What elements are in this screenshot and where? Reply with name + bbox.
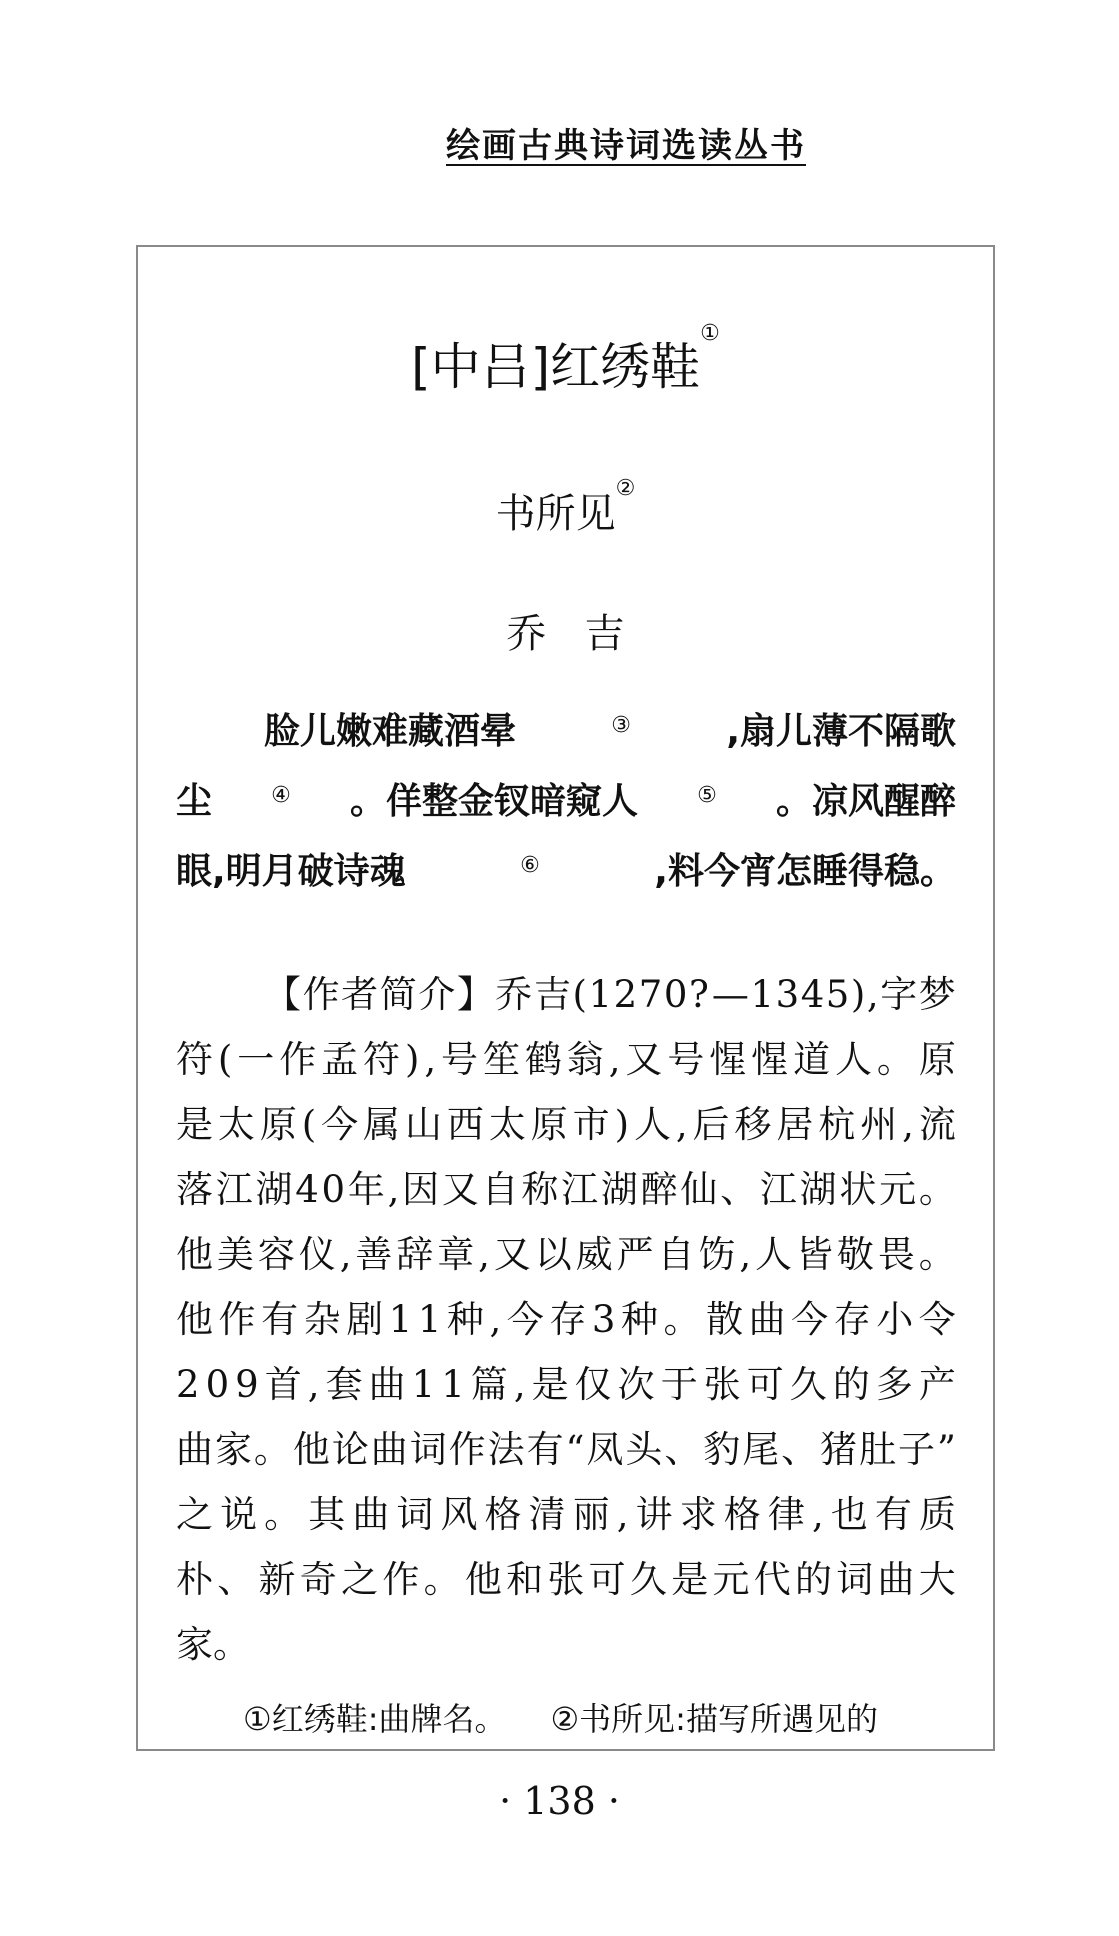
intro-line: 【 作 者 简 介 】 乔 吉 ( 1 2 7 0 ? — 1 3 4 5 ) , 字 梦 [264, 973, 956, 1016]
poem-line [176, 767, 956, 837]
poem-text: 脸儿嫩难藏酒晕 [264, 711, 517, 752]
intro-line: 他 作 有 杂 剧 1 1 种 , 今 存 3 种 。 散 曲 今 存 小 令 [176, 1298, 956, 1341]
footnote-marker: ① [700, 321, 720, 346]
subtitle-text: 书所见 [495, 491, 616, 537]
title-text: [中吕]红绣鞋 [411, 338, 701, 396]
author-introduction [176, 962, 956, 1677]
intro-line: 落 江 湖 4 0 年 , 因 又 自 称 江 湖 醉 仙 、 江 湖 状 元 。 [176, 1168, 956, 1211]
poem-title [138, 321, 993, 399]
intro-line: 之 说 。 其 曲 词 风 格 清 丽 , 讲 求 格 律 , 也 有 质 [176, 1493, 956, 1536]
poem-subtitle [138, 476, 993, 539]
intro-line: 2 0 9 首 , 套 曲 1 1 篇 , 是 仅 次 于 张 可 久 的 多 产 [176, 1363, 956, 1406]
intro-line: 家。 [176, 1623, 250, 1666]
page-number: · 138 · [499, 1779, 620, 1823]
intro-line: 是 太 原 ( 今 属 山 西 太 原 市 ) 人 , 后 移 居 杭 州 , 流 [176, 1103, 956, 1146]
poem-text: 。凉风醒醉 [775, 781, 956, 822]
intro-line: 符 ( 一 作 孟 符 ) , 号 笙 鹤 翁 , 又 号 惺 惺 道 人 。 原 [176, 1038, 956, 1081]
series-title: 绘画古典诗词选读丛书 [446, 126, 806, 166]
poem-text: 。佯整金钗暗窥人 [349, 781, 638, 822]
poem-text: 尘 [176, 781, 213, 822]
content-frame [136, 245, 995, 1751]
intro-line: 朴 、 新 奇 之 作 。 他 和 张 可 久 是 元 代 的 词 曲 大 [176, 1558, 956, 1601]
footnote-2: ②书所见:描写所遇见的 [550, 1700, 878, 1738]
footnote-1: ①红绣鞋:曲牌名。 [243, 1700, 507, 1738]
footnote-marker: ⑤ [697, 783, 717, 808]
footnote-marker: ④ [271, 783, 291, 808]
poem-text: ,料今宵怎睡得稳。 [654, 851, 956, 892]
intro-line: 曲 家 。 他 论 曲 词 作 法 有 “ 凤 头 、 豹 尾 、 猪 肚 子 ” [176, 1428, 956, 1471]
author-name: 乔吉 [506, 611, 663, 657]
poem-text: ,扇儿薄不隔歌 [726, 711, 956, 752]
footnote-marker: ② [615, 476, 636, 501]
footnote-marker: ③ [611, 713, 632, 738]
poem-line [176, 697, 956, 767]
footnotes [176, 1694, 963, 1740]
poem-body [176, 697, 956, 907]
poem-text: 眼,明月破诗魂 [176, 851, 406, 892]
poem-line [176, 837, 956, 907]
footnote-marker: ⑥ [520, 853, 540, 878]
intro-line: 他 美 容 仪 , 善 辞 章 , 又 以 威 严 自 饬 , 人 皆 敬 畏 。 [176, 1233, 956, 1276]
